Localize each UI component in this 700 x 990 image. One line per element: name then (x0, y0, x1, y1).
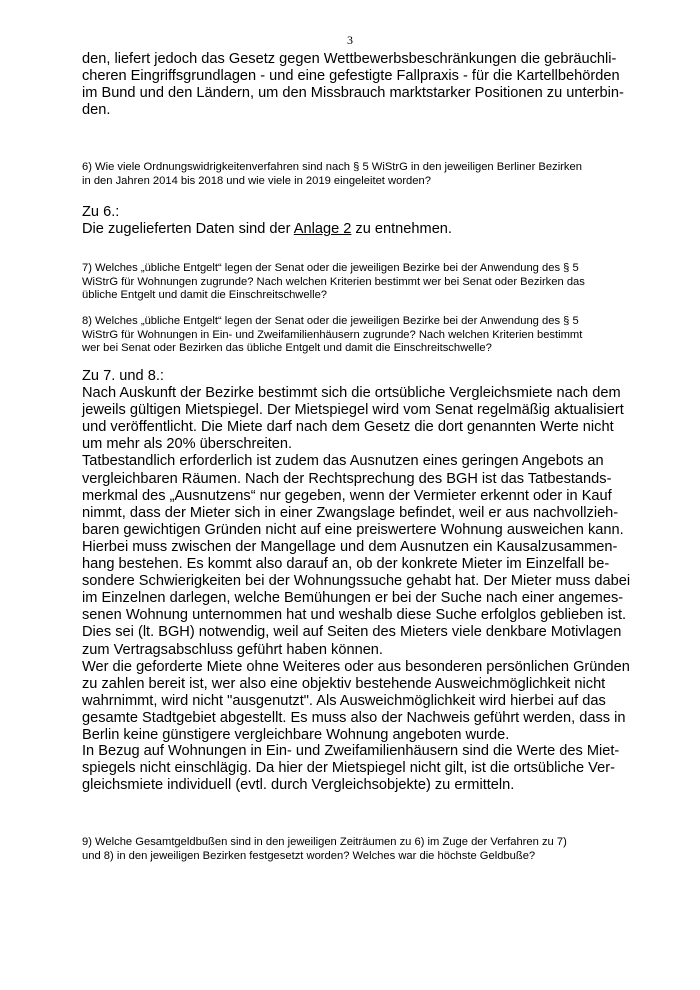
text-line: zu zahlen bereit ist, wer also eine objektiv bestehende Ausweichmöglichkeit nicht (82, 675, 606, 692)
text-line: Hierbei muss zwischen der Mangellage und dem Ausnutzen ein Kausalzusammen- (82, 538, 618, 555)
text-line: 7) Welches „übliche Entgelt“ legen der Senat oder die jeweiligen Bezirke bei der Anwendung des § 5 (82, 262, 579, 274)
text-line: 8) Welches „übliche Entgelt“ legen der Senat oder die jeweiligen Bezirke bei der Anwendung des § 5 (82, 315, 579, 327)
text-line: WiStrG für Wohnungen in Ein- und Zweifamilienhäusern zugrunde? Nach welchen Kriterien bestimmt (82, 328, 583, 341)
text-line: Berlin keine günstigere vergleichbare Wohnung angeboten wurde. (82, 726, 510, 743)
answer-heading: Zu 7. und 8.: (82, 368, 164, 384)
text-line: spiegels nicht einschlägig. Da hier der Mietspiegel nicht gilt, ist die ortsübliche Ver- (82, 760, 615, 777)
text-line: 9) Welche Gesamtgeldbußen sind in den jeweiligen Zeiträumen zu 6) im Zuge der Verfahren zu 7) (82, 836, 567, 848)
text-line: nimmt, dass der Mieter sich in einer Zwangslage befindet, weil er aus nachvollzieh- (82, 504, 619, 521)
page-number: 3 (347, 33, 353, 47)
text-line: im Bund und den Ländern, um den Missbrauch marktstarker Positionen zu unterbin- (82, 85, 624, 102)
text-line: Tatbestandlich erforderlich ist zudem das Ausnutzen eines geringen Angebots an (82, 453, 604, 470)
text-line: in den Jahren 2014 bis 2018 und wie viele in 2019 eingeleitet worden? (82, 174, 431, 187)
text-line: hang bestehen. Es kommt also darauf an, ob der konkrete Mieter im Einzelfall be- (82, 556, 610, 573)
text-line: sondere Schwierigkeiten bei der Wohnungssuche gehabt hat. Der Mieter muss dabei (82, 573, 631, 590)
text-line: um mehr als 20% überschreiten. (82, 436, 293, 453)
answer-7-8-paragraph-2 (82, 743, 619, 794)
text-line: gleichsmiete individuell (evtl. durch Vergleichsobjekte) zu ermitteln. (82, 777, 515, 794)
text-line: und 8) in den jeweiligen Bezirken festgesetzt worden? Welches war die höchste Geldbuße? (82, 849, 536, 862)
question-6 (82, 161, 582, 188)
question-9 (82, 836, 567, 863)
answer-text: Die zugelieferten Daten sind der (82, 221, 294, 238)
text-line: übliche Entgelt und damit die Einschreitschwelle? (82, 289, 328, 302)
question-8 (82, 315, 582, 356)
answer-6 (82, 204, 452, 238)
text-line (82, 221, 452, 238)
text-line: zum Vertragsabschluss geführt haben können. (82, 641, 383, 658)
text-line: den. (82, 102, 111, 119)
text-line: In Bezug auf Wohnungen in Ein- und Zweifamilienhäusern sind die Werte des Miet- (82, 743, 620, 759)
text-line: vergleichbaren Räumen. Nach der Rechtsprechung des BGH ist das Tatbestands- (82, 470, 612, 487)
text-line: Wer die geforderte Miete ohne Weiteres oder aus besonderen persönlichen Gründen (82, 658, 630, 675)
question-7 (82, 262, 585, 303)
answer-text: zu entnehmen. (351, 221, 452, 238)
answer-7-8 (82, 368, 630, 744)
text-line: 6) Wie viele Ordnungswidrigkeitenverfahren sind nach § 5 WiStrG in den jeweiligen Berliner Bezirken (82, 161, 582, 173)
text-line: baren gewichtigen Gründen nicht auf eine preiswertere Wohnung ausweichen kann. (82, 521, 624, 538)
text-line: gesamte Stadtgebiet abgestellt. Es muss also der Nachweis geführt werden, dass in (82, 709, 626, 726)
text-line: Nach Auskunft der Bezirke bestimmt sich die ortsübliche Vergleichsmiete nach dem (82, 385, 621, 402)
text-line: wer bei Senat oder Bezirken das übliche Entgelt und damit die Einschreitschwelle? (82, 342, 492, 355)
text-line: senen Wohnung unternommen hat und weshalb diese Suche erfolglos geblieben ist. (82, 607, 627, 624)
text-line: im Einzelnen darlegen, welche Bemühungen er bei der Suche nach einer angemes- (82, 590, 624, 607)
text-line: merkmal des „Ausnutzens“ nur gegeben, wenn der Vermieter erkennt oder in Kauf (82, 487, 612, 504)
text-line: WiStrG für Wohnungen zugrunde? Nach welchen Kriterien bestimmt wer bei Senat oder Bezirken das (82, 275, 585, 288)
text-line: und veröffentlicht. Die Miete darf nach dem Gesetz die dort genannten Werte nicht (82, 419, 614, 436)
text-line: den, liefert jedoch das Gesetz gegen Wettbewerbsbeschränkungen die gebräuchli- (82, 51, 617, 67)
attachment-link[interactable]: Anlage 2 (293, 221, 352, 238)
text-line: Dies sei (lt. BGH) notwendig, weil auf Seiten des Mieters viele denkbare Motivlagen (82, 624, 622, 641)
answer-heading: Zu 6.: (82, 204, 120, 220)
text-line: jeweils gültigen Mietspiegel. Der Mietspiegel wird vom Senat regelmäßig aktualisiert (82, 402, 624, 419)
intro-paragraph (82, 51, 624, 119)
text-line: cheren Eingriffsgrundlagen - und eine gefestigte Fallpraxis - für die Kartellbehörden (82, 68, 620, 85)
text-line: wahrnimmt, wird nicht "ausgenutzt". Als Ausweichmöglichkeit wird hierbei auf das (82, 692, 606, 709)
